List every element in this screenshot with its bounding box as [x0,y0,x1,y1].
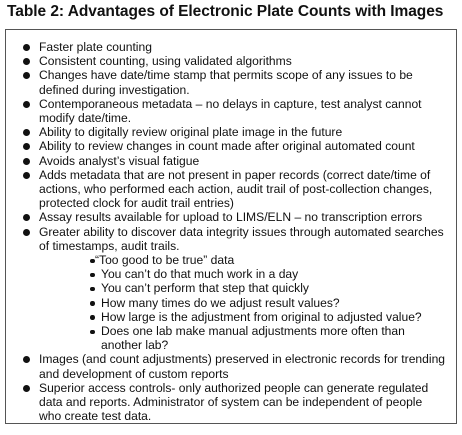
bullet-icon [23,72,30,79]
table-title: Table 2: Advantages of Electronic Plate Counts with Images [7,3,444,20]
bullet-icon [23,158,30,165]
list-item-text: Consistent counting, using validated algorithms [39,54,292,69]
list-item [6,68,456,96]
sub-list-item [39,310,446,324]
advantages-list [6,40,456,423]
bullet-icon [23,44,30,51]
sub-list-item [39,267,446,281]
sub-list-item-text: “Too good to be true” data [95,253,235,268]
sub-bullet-icon [90,259,95,264]
list-item-text: Adds metadata that are not present in paper records (correct date/time of actions, who performed each action, audit trail of post-collection changes, protected clock for audit trail entries) [39,167,433,211]
bullet-icon [23,143,30,150]
list-item-text: Assay results available for upload to LIMS/ELN – no transcription errors [39,210,423,225]
sub-list-item [39,281,446,295]
list-item-text: Greater ability to discover data integrity issues through automated searches of timestamps, audit trails. [39,224,444,253]
list-item [6,168,456,211]
list-item-text: Contemporaneous metadata – no delays in capture, test analyst cannot modify date/time. [39,96,422,126]
advantages-box [5,29,457,424]
sub-list-item-text: Does one lab make manual adjustments more often than another lab? [101,324,405,353]
sub-list-item [39,253,446,267]
sub-bullet-icon [90,301,95,306]
list-item [6,210,456,224]
list-item [6,352,456,380]
sub-list-item-text: How many times do we adjust result values? [101,295,340,310]
bullet-icon [23,101,30,108]
bullet-icon [23,385,30,392]
bullet-icon [23,214,30,221]
bullet-icon [23,356,30,363]
integrity-sublist [39,253,446,352]
bullet-icon [23,58,30,65]
sub-list-item-text: You can’t perform that step that quickly [101,281,309,296]
list-item-text: Ability to digitally review original plate image in the future [39,125,343,140]
sub-bullet-icon [90,273,95,278]
list-item-text: Ability to review changes in count made after original automated count [39,139,415,154]
list-item [6,381,456,424]
list-item [6,154,456,168]
list-item [6,97,456,125]
sub-list-item-text: How large is the adjustment from original to adjusted value? [101,309,422,324]
list-item [6,125,456,139]
bullet-icon [23,172,30,179]
sub-bullet-icon [90,287,95,292]
list-item-text: Images (and count adjustments) preserved in electronic records for trending and development of custom reports [39,352,446,381]
list-item-text: Changes have date/time stamp that permits scope of any issues to be defined during investigation. [39,68,413,97]
list-item-text: Avoids analyst’s visual fatigue [39,153,200,168]
sub-list-item [39,296,446,310]
sub-bullet-icon [90,315,95,320]
list-item [6,225,456,353]
list-item [6,54,456,68]
sub-list-item [39,324,446,352]
sub-list-item-text: You can’t do that much work in a day [101,267,299,282]
bullet-icon [23,129,30,136]
sub-bullet-icon [90,330,95,335]
list-item [6,139,456,153]
bullet-icon [23,229,30,236]
list-item-text: Superior access controls- only authorized people can generate regulated data and reports. Administrator of system can be independent of people who create test data. [39,380,429,424]
list-item [6,40,456,54]
list-item-text: Faster plate counting [39,40,152,54]
